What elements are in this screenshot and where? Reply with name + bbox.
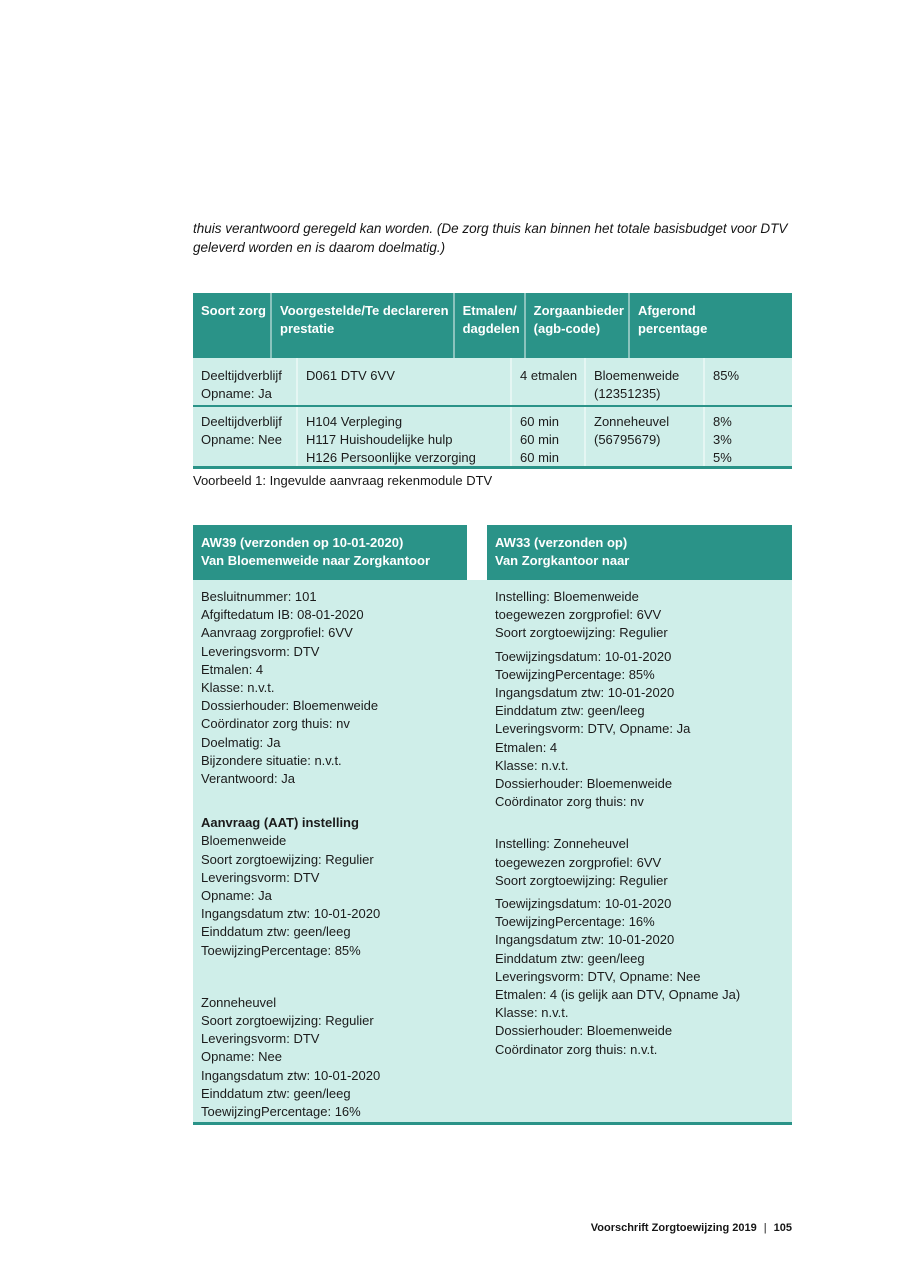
field-line: Opname: Ja [201, 888, 272, 904]
cell-line: H104 Verpleging [306, 414, 403, 429]
field-line: Toewijzingsdatum: 10-01-2020 [495, 896, 672, 912]
cell-soort-zorg [193, 358, 296, 405]
info-block [201, 814, 463, 960]
column-header [628, 293, 711, 358]
cell-percentage [703, 358, 792, 405]
aw33-header-line2: Van Zorgkantoor naar [495, 553, 630, 568]
cell-line: 60 min [520, 432, 560, 447]
paragraph [201, 994, 463, 1121]
field-line: Doelmatig: Ja [201, 734, 281, 750]
field-line: Klasse: n.v.t. [495, 1005, 569, 1021]
info-block [201, 994, 463, 1121]
field-line: Verantwoord: Ja [201, 771, 295, 787]
field-line: Zonneheuvel [201, 994, 277, 1010]
field-line: toegewezen zorgprofiel: 6VV [495, 607, 662, 623]
paragraph [201, 588, 463, 788]
field-line: Ingangsdatum ztw: 10-01-2020 [495, 685, 675, 701]
cell-line: (12351235) [594, 386, 661, 401]
cell-line: 8% [713, 414, 732, 429]
rekenmodule-table [193, 293, 792, 469]
field-line: Instelling: Bloemenweide [495, 589, 639, 604]
info-block-paragraphs [495, 588, 785, 811]
field-line: Dossierhouder: Bloemenweide [495, 776, 673, 792]
cell-line: Deeltijdverblijf [201, 414, 282, 429]
cell-line: D061 DTV 6VV [306, 368, 395, 383]
field-line: Afgiftedatum IB: 08-01-2020 [201, 607, 364, 623]
field-line: Leveringsvorm: DTV [201, 643, 320, 659]
rekenmodule-table-rows [193, 358, 792, 466]
field-line: Ingangsdatum ztw: 10-01-2020 [201, 1067, 381, 1083]
column-header-line: Zorgaanbieder [533, 303, 624, 318]
field-line: ToewijzingPercentage: 16% [201, 1104, 361, 1120]
paragraph [201, 832, 463, 959]
page-footer [591, 1222, 792, 1234]
field-line: Soort zorgtoewijzing: Regulier [495, 625, 668, 641]
field-line: Coördinator zorg thuis: nv [495, 794, 644, 810]
field-line: Bloemenweide [201, 833, 287, 849]
paragraph [495, 835, 785, 890]
field-line: Toewijzingsdatum: 10-01-2020 [495, 648, 672, 664]
field-line: ToewijzingPercentage: 16% [495, 914, 655, 930]
cell-line: Zonneheuvel [594, 414, 670, 429]
field-line: Soort zorgtoewijzing: Regulier [495, 872, 668, 888]
info-block-paragraphs [495, 835, 785, 1058]
field-line: Klasse: n.v.t. [495, 757, 569, 773]
field-line: Etmalen: 4 [495, 739, 558, 755]
table-caption: Voorbeeld 1: Ingevulde aanvraag rekenmodule DTV [193, 473, 493, 488]
cell-line: 5% [713, 450, 732, 465]
paragraph [495, 588, 785, 643]
cell-line: Deeltijdverblijf [201, 368, 282, 383]
column-header-line: (agb-code) [533, 320, 601, 336]
cell-percentage [703, 407, 792, 466]
aw-messages-table [193, 525, 792, 1125]
field-line: Einddatum ztw: geen/leeg [201, 1085, 351, 1101]
info-block [495, 588, 785, 811]
cell-line: Opname: Ja [201, 386, 272, 401]
field-line: Aanvraag zorgprofiel: 6VV [201, 625, 353, 641]
field-line: Etmalen: 4 [201, 661, 264, 677]
field-line: Instelling: Zonneheuvel [495, 836, 629, 852]
cell-line: (56795679) [594, 432, 661, 447]
info-block [495, 835, 785, 1058]
aw-table-body [193, 580, 792, 1125]
aw39-column [201, 588, 463, 1121]
intro-paragraph [193, 219, 803, 257]
cell-prestatie [296, 358, 510, 405]
column-header [524, 293, 628, 358]
intro-line: thuis verantwoord geregeld kan worden. (De zorg thuis kan binnen het totale basisbudget voor DTV [193, 221, 788, 236]
cell-line: Opname: Nee [201, 432, 282, 447]
table-row [193, 358, 792, 405]
field-line: Leveringsvorm: DTV, Opname: Nee [495, 968, 701, 984]
field-line: Einddatum ztw: geen/leeg [201, 924, 351, 940]
cell-line: H117 Huishoudelijke hulp [306, 432, 453, 447]
field-line: ToewijzingPercentage: 85% [201, 942, 361, 958]
field-line: Bijzondere situatie: n.v.t. [201, 752, 342, 768]
field-line: Soort zorgtoewijzing: Regulier [201, 1013, 374, 1029]
field-line: Leveringsvorm: DTV, Opname: Ja [495, 721, 691, 737]
cell-etmalen [510, 358, 584, 405]
paragraph [495, 895, 785, 1059]
column-header-line: percentage [637, 320, 708, 336]
field-line: Besluitnummer: 101 [201, 589, 317, 604]
info-block-paragraphs [201, 832, 463, 959]
info-block [201, 588, 463, 788]
field-line: Dossierhouder: Bloemenweide [201, 698, 379, 714]
cell-zorgaanbieder [584, 407, 703, 466]
info-block-title: Aanvraag (AAT) instelling [201, 815, 359, 831]
footer-separator: | [763, 1222, 767, 1234]
column-header-line: Soort zorg [201, 303, 266, 318]
aw33-header-line1: AW33 (verzonden op) [495, 535, 628, 550]
info-block-paragraphs [201, 994, 463, 1121]
field-line: Einddatum ztw: geen/leeg [495, 950, 645, 966]
cell-line: H126 Persoonlijke verzorging [306, 450, 476, 465]
field-line: Soort zorgtoewijzing: Regulier [201, 851, 374, 867]
cell-line: 4 etmalen [520, 368, 578, 383]
footer-document-title: Voorschrift Zorgtoewijzing 2019 [590, 1222, 757, 1234]
field-line: Ingangsdatum ztw: 10-01-2020 [201, 906, 381, 922]
field-line: Ingangsdatum ztw: 10-01-2020 [495, 932, 675, 948]
column-header [270, 293, 453, 358]
cell-line: Bloemenweide [594, 368, 680, 383]
column-header-line: Etmalen/ [462, 303, 517, 318]
field-line: toegewezen zorgprofiel: 6VV [495, 854, 662, 870]
info-block-paragraphs [201, 588, 463, 788]
paragraph [495, 648, 785, 812]
aw-table-header-row [193, 525, 792, 580]
cell-line: 60 min [520, 414, 560, 429]
cell-line: 85% [713, 368, 740, 383]
field-line: Opname: Nee [201, 1049, 282, 1065]
aw33-column [495, 588, 785, 1059]
cell-line: 3% [713, 432, 732, 447]
column-header-line: Voorgestelde/Te declareren [280, 303, 449, 318]
field-line: Einddatum ztw: geen/leeg [495, 703, 645, 719]
field-line: Klasse: n.v.t. [201, 680, 275, 696]
footer-page-number: 105 [773, 1222, 792, 1234]
field-line: Etmalen: 4 (is gelijk aan DTV, Opname Ja) [495, 987, 741, 1003]
aw39-header-line1: AW39 (verzonden op 10-01-2020) [201, 535, 404, 550]
column-header-line: Afgerond [637, 303, 696, 318]
aw39-header-line2: Van Bloemenweide naar Zorgkantoor [201, 553, 430, 568]
rekenmodule-table-header [193, 293, 792, 358]
column-header-line: prestatie [280, 320, 335, 336]
field-line: Dossierhouder: Bloemenweide [495, 1023, 673, 1039]
column-header [193, 293, 270, 358]
field-line: Coördinator zorg thuis: nv [201, 716, 350, 732]
cell-line: 60 min [520, 450, 560, 465]
field-line: ToewijzingPercentage: 85% [495, 666, 655, 682]
aw39-header [193, 525, 467, 580]
column-header [453, 293, 524, 358]
field-line: Coördinator zorg thuis: n.v.t. [495, 1041, 658, 1057]
column-header-line: dagdelen [462, 320, 520, 336]
cell-soort-zorg [193, 407, 296, 466]
table-row [193, 405, 792, 466]
cell-etmalen [510, 407, 584, 466]
intro-line: geleverd worden en is daarom doelmatig.) [193, 240, 446, 255]
aw33-header [487, 525, 792, 580]
field-line: Leveringsvorm: DTV [201, 1031, 320, 1047]
cell-zorgaanbieder [584, 358, 703, 405]
field-line: Leveringsvorm: DTV [201, 869, 320, 885]
cell-prestatie [296, 407, 510, 466]
